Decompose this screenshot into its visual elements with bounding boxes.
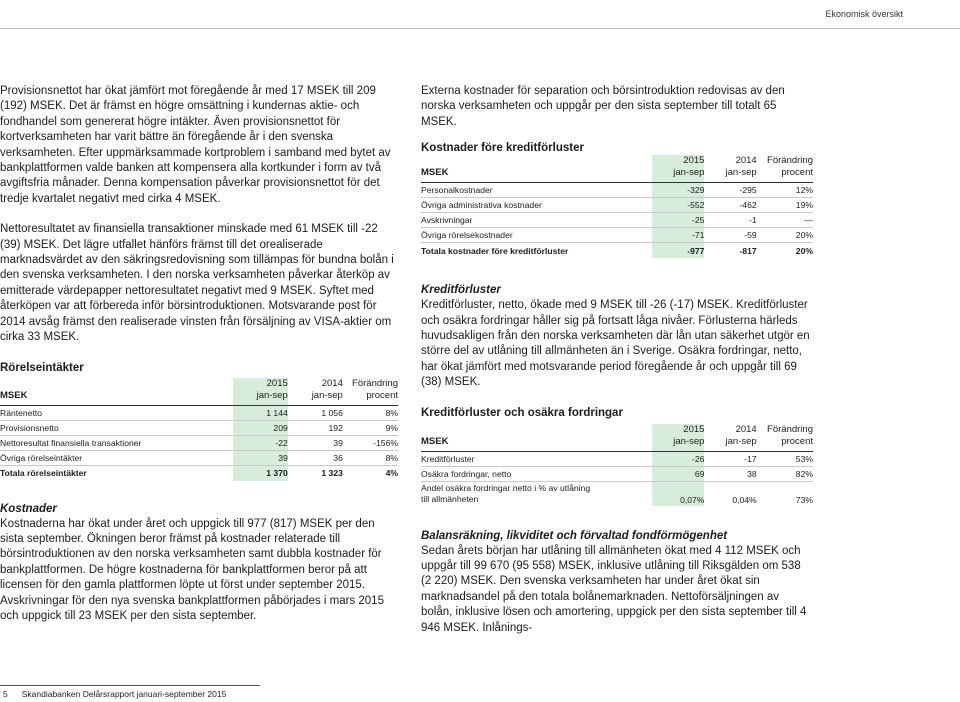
cell-change: -156% xyxy=(343,435,398,450)
table-col-label: MSEK xyxy=(421,424,652,452)
table-row xyxy=(421,228,813,243)
cell-2015: 209 xyxy=(233,420,288,435)
col-header-change: Förändring xyxy=(767,423,813,435)
page-number: 5 xyxy=(3,689,8,699)
col-header-year: 2015 xyxy=(266,377,288,389)
col-header-2015 xyxy=(652,155,704,183)
col-header-2015 xyxy=(233,378,288,406)
cell-change: 12% xyxy=(757,183,813,198)
table-header-row xyxy=(0,378,398,406)
cell-2015: -71 xyxy=(652,228,704,243)
col-header-year: 2014 xyxy=(735,155,757,167)
col-header-unit: procent xyxy=(366,389,398,401)
table-row xyxy=(421,213,813,228)
row-label: Provisionsnetto xyxy=(0,420,233,435)
row-label: Totala rörelseintäkter xyxy=(0,468,87,478)
table-total-row xyxy=(421,243,813,259)
cell-2015: 1 144 xyxy=(233,405,288,420)
cell-2014: -462 xyxy=(704,198,756,213)
cell-change: 19% xyxy=(757,198,813,213)
paragraph-provisionsnetto: Provisionsnettot har ökat jämfört mot föregående år med 17 MSEK till 209 (192) MSEK. Det är främst en högre omsättning i kundernas aktie- och fondhandel som genererat högre intäkter. Även provisionsnettot för kortverksamheten har varit bättre än föregående år i den svenska verksamheten. Efter uppmärksammade kortproblem i samband med bytet av bankplattformen valde banken att kompensera alla kortkunder i form av två avgiftsfria månader. Denna kompensation påverkar provisionsnettot för det tredje kvartalet negativt med cirka 4 MSEK. xyxy=(0,85,391,205)
row-label-line2: till allmänheten xyxy=(421,493,479,504)
cell-2015: 0,07% xyxy=(652,481,704,506)
cell-2014: -817 xyxy=(739,245,757,256)
col-header-period: jan-sep xyxy=(725,167,757,179)
cell-2014: -295 xyxy=(704,183,756,198)
footer xyxy=(3,689,226,699)
table-row xyxy=(0,405,398,420)
cell-change: 4% xyxy=(385,468,398,478)
table-total-row xyxy=(0,465,398,481)
paragraph-kreditforluster: Kreditförluster, netto, ökade med 9 MSEK till -26 (-17) MSEK. Kreditförluster och osäkra fordringar håller sig på fortsatt låga nivåer. Förlusterna härleds huvudsakligen från den norska verksamheten där lån utan säkerhet utgör en större del av utlåning till allmänheten än i Sverige. Osäkra fordringar, netto, har ökat jämfört med motsvarande period föregående år och uppgår till 69 (38) MSEK. xyxy=(421,299,810,389)
header-divider xyxy=(0,28,960,29)
row-label-line1: Andel osäkra fordringar netto i % av utlåning xyxy=(421,482,591,493)
heading-kreditforluster: Kreditförluster xyxy=(421,284,501,297)
table-kostnader xyxy=(421,155,813,258)
col-header-period: jan-sep xyxy=(311,389,343,401)
col-header-unit: procent xyxy=(781,167,813,179)
cell-2015: -977 xyxy=(652,243,704,259)
table-title-kostnader: Kostnader före kreditförluster xyxy=(421,142,584,155)
table-row xyxy=(421,481,813,506)
cell-change: 53% xyxy=(757,451,813,466)
table-title-kreditforluster: Kreditförluster och osäkra fordringar xyxy=(421,406,623,419)
cell-2015: -552 xyxy=(652,198,704,213)
heading-balansrakning: Balansräkning, likviditet och förvaltad fondförmögenhet xyxy=(421,529,728,542)
right-column xyxy=(421,84,813,636)
col-header-forandring xyxy=(757,424,813,452)
row-label: Osäkra fordringar, netto xyxy=(421,466,652,481)
row-label: Räntenetto xyxy=(0,405,233,420)
table-col-label: MSEK xyxy=(0,378,233,406)
row-label: Avskrivningar xyxy=(421,213,652,228)
heading-kostnader: Kostnader xyxy=(0,502,57,515)
paragraph-kostnader: Kostnaderna har ökat under året och uppgick till 977 (817) MSEK per den sista september. Ökningen beror främst på kostnader relaterade till börsintroduktionen av den norska verksamheten samt dubbla kostnader för bankplattformen. De högre kostnaderna för bankplattformen beror på att licensen för den gamla plattformen löpte ut först under september 2015. Avskrivningar för den nya svenska bankplattformen påbörjades i mars 2015 och uppgick till 23 MSEK per den sista september. xyxy=(0,517,384,622)
cell-2014: 0,04% xyxy=(732,494,757,505)
row-label: Övriga rörelseintäkter xyxy=(0,450,233,465)
col-header-year: 2015 xyxy=(683,155,705,167)
cell-2014: 1 056 xyxy=(288,405,343,420)
cell-2015: 39 xyxy=(233,450,288,465)
row-label: Totala kostnader före kreditförluster xyxy=(421,245,569,256)
row-label: Övriga administrativa kostnader xyxy=(421,198,652,213)
col-header-2015 xyxy=(652,424,704,452)
row-label: Personalkostnader xyxy=(421,183,652,198)
table-row xyxy=(0,450,398,465)
cell-2015: -26 xyxy=(652,451,704,466)
cell-change: 8% xyxy=(343,450,398,465)
col-header-period: jan-sep xyxy=(673,435,705,447)
cell-2015: 1 370 xyxy=(233,465,288,481)
left-column xyxy=(0,84,398,624)
cell-change: — xyxy=(757,213,813,228)
cell-2015: -22 xyxy=(233,435,288,450)
col-header-period: jan-sep xyxy=(256,389,288,401)
footer-title: Skandiabanken Delårsrapport januari-september 2015 xyxy=(21,689,227,699)
table-header-row xyxy=(421,424,813,452)
table-rorelseintakter xyxy=(0,378,398,481)
footer-divider xyxy=(0,685,260,686)
cell-2014: 192 xyxy=(288,420,343,435)
cell-2014: 39 xyxy=(288,435,343,450)
cell-2014: 38 xyxy=(704,466,756,481)
table-kreditforluster xyxy=(421,424,813,506)
table-title-rorelseintakter: Rörelseintäkter xyxy=(0,361,84,374)
section-label: Ekonomisk översikt xyxy=(825,9,903,19)
table-header-row xyxy=(421,155,813,183)
col-header-2014 xyxy=(704,424,756,452)
row-label: Kreditförluster xyxy=(421,451,652,466)
table-row xyxy=(421,451,813,466)
col-header-forandring xyxy=(757,155,813,183)
col-header-unit: procent xyxy=(781,435,813,447)
cell-change: 9% xyxy=(343,420,398,435)
col-header-year: 2014 xyxy=(735,423,757,435)
col-header-period: jan-sep xyxy=(673,167,705,179)
table-row xyxy=(421,198,813,213)
cell-change: 20% xyxy=(757,228,813,243)
table-row xyxy=(0,435,398,450)
cell-change: 20% xyxy=(795,245,813,256)
row-label xyxy=(421,481,652,506)
col-header-2014 xyxy=(704,155,756,183)
paragraph-externa-kostnader: Externa kostnader för separation och börsintroduktion redovisas av den norska verksamheten och uppgår per den sista september till totalt 65 MSEK. xyxy=(421,85,785,128)
cell-2014: 36 xyxy=(288,450,343,465)
paragraph-balansrakning: Sedan årets början har utlåning till allmänheten ökat med 4 112 MSEK och uppgår till 99 670 (95 558) MSEK, inklusive utlåning till Riksgälden om 538 (2 220) MSEK. Den svenska verksamheten har under året ökat sin marknadsandel på den totala bolånemarknaden. Nettoförsäljningen av bolån, inklusive lösen och amortering, uppgick per den sista september till 4 946 MSEK. Inlånings- xyxy=(421,544,807,634)
col-header-period: jan-sep xyxy=(725,435,757,447)
col-header-year: 2014 xyxy=(321,377,343,389)
col-header-change: Förändring xyxy=(767,155,813,167)
col-header-forandring xyxy=(343,378,398,406)
table-row xyxy=(0,420,398,435)
table-row xyxy=(421,466,813,481)
col-header-year: 2015 xyxy=(683,423,705,435)
cell-2015: -329 xyxy=(652,183,704,198)
cell-2014: -59 xyxy=(704,228,756,243)
col-header-change: Förändring xyxy=(352,377,398,389)
row-label: Nettoresultat finansiella transaktioner xyxy=(0,435,233,450)
cell-2014: 1 323 xyxy=(321,468,343,478)
col-header-2014 xyxy=(288,378,343,406)
cell-change: 73% xyxy=(795,494,813,505)
paragraph-nettoresultat: Nettoresultatet av finansiella transaktioner minskade med 61 MSEK till -22 (39) MSEK. Det lägre utfallet hänförs främst till det orealiserade marknadsvärdet av den säkringsredovisning som tillämpas för bundna bolån i den svenska verksamheten. I den norska verksamheten påverkar återköp av emitterade värdepapper nettoresultatet negativt med 9 MSEK. Syftet med återköpen var att förbereda inför börsintroduktionen. Motsvarande post för 2014 avsåg främst den realiserade vinsten från försäljning av VISA-aktier om cirka 33 MSEK. xyxy=(0,223,394,344)
table-col-label: MSEK xyxy=(421,155,652,183)
cell-change: 82% xyxy=(757,466,813,481)
cell-2014: -1 xyxy=(704,213,756,228)
cell-2015: 69 xyxy=(652,466,704,481)
table-row xyxy=(421,183,813,198)
row-label: Övriga rörelsekostnader xyxy=(421,228,652,243)
cell-2014: -17 xyxy=(704,451,756,466)
cell-2015: -25 xyxy=(652,213,704,228)
cell-change: 8% xyxy=(343,405,398,420)
